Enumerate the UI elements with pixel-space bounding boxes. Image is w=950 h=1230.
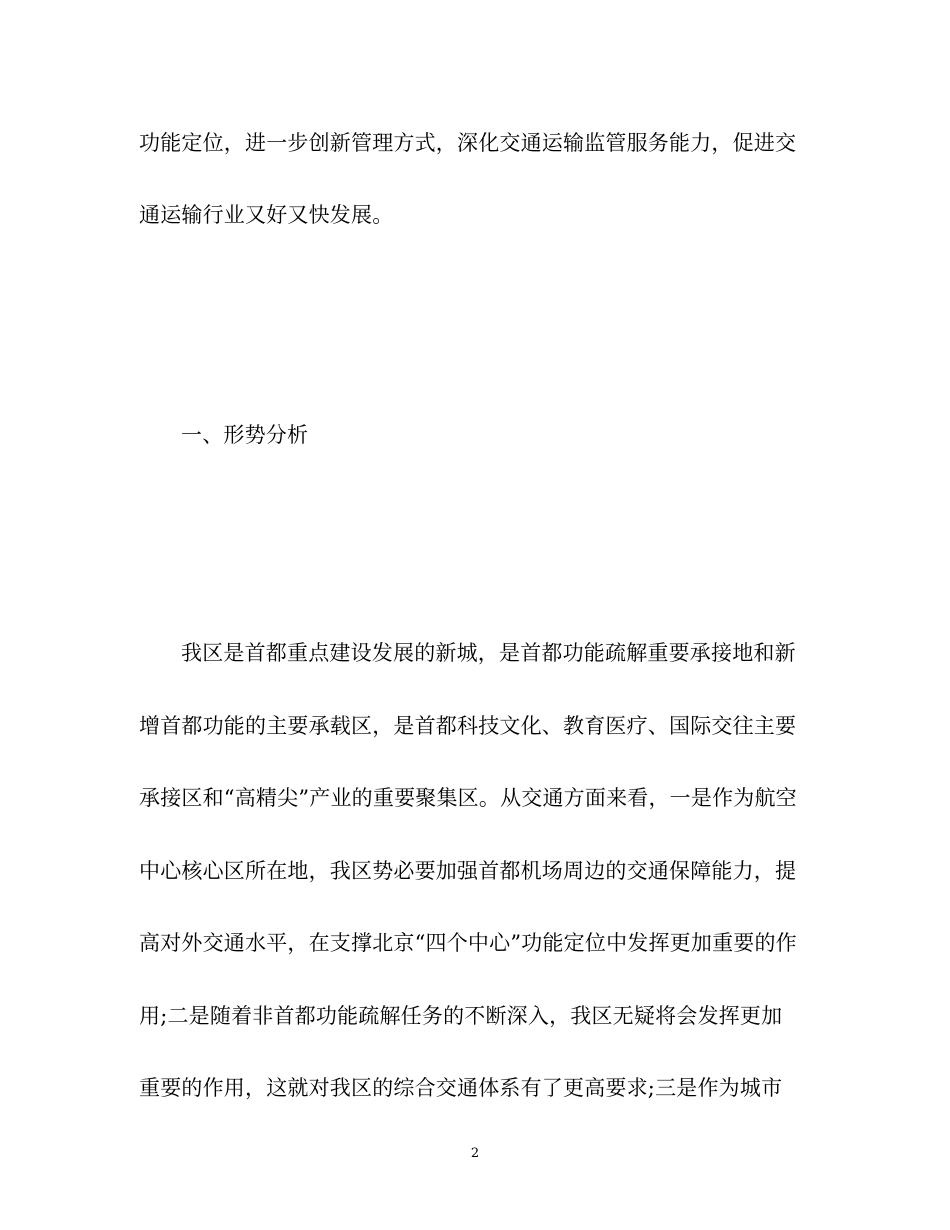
paragraph-line: 重要的作用，这就对我区的综合交通体系有了更高要求;三是作为城市 <box>139 1076 783 1100</box>
paragraph-line: 功能定位，进一步创新管理方式，深化交通运输监管服务能力，促进交 <box>139 131 797 155</box>
section-heading: 一、形势分析 <box>181 423 309 447</box>
page-number: 2 <box>470 1146 480 1161</box>
paragraph-line: 通运输行业又好又快发展。 <box>139 203 394 227</box>
paragraph-line: 中心核心区所在地，我区势必要加强首都机场周边的交通保障能力，提 <box>139 859 797 883</box>
paragraph-line: 增首都功能的主要承载区，是首都科技文化、教育医疗、国际交往主要 <box>139 714 797 738</box>
paragraph-line: 承接区和“高精尖”产业的重要聚集区。从交通方面来看，一是作为航空 <box>139 786 797 810</box>
paragraph-line: 用;二是随着非首都功能疏解任务的不断深入，我区无疑将会发挥更加 <box>139 1004 783 1028</box>
paragraph-line: 我区是首都重点建设发展的新城，是首都功能疏解重要承接地和新 <box>181 641 796 665</box>
paragraph-line: 高对外交通水平，在支撑北京“四个中心”功能定位中发挥更加重要的作 <box>139 931 797 955</box>
